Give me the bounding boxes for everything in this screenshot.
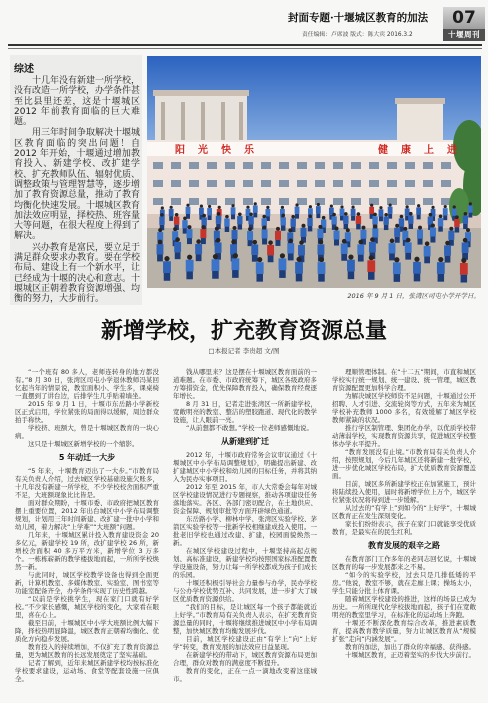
summary-heading: 综述 — [14, 64, 34, 75]
body-paragraph: 与此同时，城区学校教学设备也得到全面更新，计算机教室、多媒体教室、实验室、图书室等功能室配备齐全，办学条件实现了历史性跨越。 — [15, 571, 159, 595]
body-paragraph: 钱从哪里来？这是摆在十堰城区教育面前的一道难题。在市委、市政府统筹下，城区各级政府多方筹措资金，优先保障教育投入，确保教育经费逐年增长。 — [173, 368, 317, 400]
body-paragraph: 2015 年 9 月 1 日，十堰市东岳路小学新校区正式启用，学位紧张的局面得以缓解，周边群众拍手称快。 — [15, 400, 159, 424]
body-paragraph: 十堰还不断深化教育综合改革，推进素质教育，提高教育教学质量，努力让城区教育从“规模扩张”走向“内涵发展”。 — [332, 619, 476, 643]
article-byline: □本报记者 李贵超 文/图 — [208, 347, 280, 355]
banner-left-text: 阳光快乐 — [175, 145, 267, 156]
body-paragraph: 随着城区学校建设的推进，这样的场景已成为历史。一所所现代化学校拔地而起，孩子们在宽敞明亮的教室里学习，在标准化的运动场上奔跑。 — [332, 595, 476, 619]
body-paragraph: 教育投入的持续增加，不仅扩充了教育资源总量，更为城区教育的长远发展奠定了坚实基础。 — [15, 643, 159, 659]
publication-name: 十堰周刊 — [443, 29, 485, 41]
header-rule — [8, 44, 482, 46]
body-paragraph: 家长们纷纷表示，孩子在家门口就能享受优质教育，是最实在的民生红利。 — [332, 520, 476, 536]
article-headline: 新增学校，扩充教育资源总量 — [100, 318, 387, 344]
article-column-1 — [15, 368, 159, 700]
body-paragraph: 从过去的“有学上”到如今的“上好学”，十堰城区教育正在发生深刻变化。 — [332, 504, 476, 520]
body-paragraph: 这只是十堰城区新增学校的一个缩影。 — [28, 440, 139, 448]
page-number-box — [443, 7, 485, 41]
body-paragraph: 为解决城区学校师资不足问题，十堰通过公开招聘、人才引进、交流轮岗等方式，五年来为城区学校补充教师 1000 多名，有效缓解了城区学校教师紧缺的状况。 — [332, 392, 476, 424]
school-photo — [147, 56, 481, 288]
body-paragraph: “我们的目标，是让城区每一个孩子都能就近上好学。”市教育局有关负责人表示，在扩充教育资源总量的同时，十堰将继续推进城区中小学布局调整，加快城区教育均衡发展步伐。 — [173, 603, 317, 635]
body-paragraph: 十堰城区教育，正迈着坚实的步伐大步前行。 — [345, 651, 475, 659]
editor-credits: 责任编辑：卢席波 版式：陈大宾 2016.3.2 — [302, 32, 413, 38]
body-paragraph: 理顺管理体制。在“十二五”期间，市直和城区学校实行统一规划、统一建设、统一管理，城区教育资源配置更加科学合理。 — [332, 368, 476, 392]
body-paragraph: 在城区学校建设过程中，十堰坚持高起点规划、高标准建设，新建学校均按照国家标准配置教学设施设备，努力让每一所学校都成为孩子们成长的乐园。 — [173, 547, 317, 579]
body-paragraph: “如今的实验学校，过去只是几排低矮的平房。”他说，教室不够，就在走廊上课；操场太小，学生只能分批上体育课。 — [332, 571, 476, 595]
body-paragraph: “教育发展没有止境。”市教育局有关负责人介绍，按照规划，今后几年城区还将新建一批学校，进一步优化城区学校布局，扩大优质教育资源覆盖面。 — [332, 448, 476, 480]
body-paragraph: “5 年来，十堰教育迈出了一大步。”市教育局有关负责人介绍，过去城区学校基础设施欠账多，十几年没有新建一所学校，不少学校校舍面积严重不足，大班额现象比比皆是。 — [15, 467, 159, 499]
body-paragraph: 在教育部门工作多年的老同志回忆说，十堰城区教育的每一步发展都来之不易。 — [332, 555, 476, 571]
body-paragraph: 东岳路小学、柳林中学、张湾区实验学校、茅箭区实验学校等一批新学校相继建成投入使用。一批老旧学校也通过改建、扩建，校园面貌焕然一新。 — [173, 515, 317, 547]
summary-paragraph: 兴办教育是富民，要立足于满足群众要求办教育。要在学校布局、建设上有一个新水平，让已经成为十堰的决心和意志。十堰城区正朝着教育资源增强、均衡的努力，大步前行。 — [14, 242, 141, 305]
body-paragraph: “从前想都不敢想。”学校一位老师感慨地说。 — [186, 424, 313, 432]
section-subheading: 教育发展的艰辛之路 — [368, 541, 440, 550]
section-subheading: 5 年动迁一大步 — [58, 453, 116, 462]
body-paragraph: 目前，城区多所新建学校正在加紧施工，预计将陆续投入使用，届时将新增学位上万个，城区学位紧张状况将得到进一步缓解。 — [332, 480, 476, 504]
body-paragraph: 几年来，十堰城区累计投入教育建设资金 20 多亿元，新建学校 19 所，改扩建学校 26 所，新增校舍面积 40 多万平方米，新增学位 3 万多个。一栋栋崭新的教学楼拔地而起，一所所学校焕然一新。 — [15, 531, 159, 571]
body-paragraph: 8 月 31 日，记者走进张湾区一所新建学校，宽敞明亮的教室、整洁的塑胶跑道、现代化的教学设施，让人眼前一亮。 — [173, 400, 317, 424]
article-column-2 — [173, 368, 317, 700]
body-paragraph: 十堰还积极引导社会力量参与办学，民办学校与公办学校优势互补、共同发展，进一步扩大了城区优质教育资源供给。 — [173, 579, 317, 603]
summary-paragraph: 用三年时间争取解决十堰城区教育面临的突出问题！自 2012 年开始，十堰通过增加教育投入、新建学校、改扩建学校、扩充教师队伍、辐射优质、调整政策与管理智慧等，逐步增加了教育资源总量，推动了教育均衡化快速发展。十堰城区教育加法效应明显，择校热、班容量大等问题，在很大程度上得到了解决。 — [14, 128, 141, 242]
body-paragraph: 目前，城区学校建设正由“有学上”向“上好学”转变，教育发展的加法效应日益显现。 — [173, 635, 317, 651]
body-paragraph: “一个班有 80 多人，老师连转身的地方都没有。”8 月 30 日，张湾区司屯小学退休教师冯某回忆起当年的情景说，教室面积小、学生多，课桌椅一直摆到了讲台边，后排学生几乎贴着墙坐。 — [15, 368, 159, 400]
article-column-3 — [332, 368, 476, 700]
body-paragraph: 2012 年至 2015 年，市人大常委会每年对城区学校建设情况进行专题视察，推动各项建设任务落地落实。各区、各部门密切配合，在土地供应、资金保障、规划审批等方面开辟绿色通道。 — [173, 483, 317, 515]
body-paragraph: 截至目前，十堰城区中小学大班额比例大幅下降，择校热明显降温，城区教育正朝着均衡化、优质化方向稳步发展。 — [15, 619, 159, 643]
body-paragraph: 记者了解到，近年来城区新建学校均按标准化学校要求建设，运动场、食堂等配套设施一应俱全。 — [15, 659, 159, 683]
body-paragraph: 面对群众期盼，十堰市委、市政府把城区教育摆上重要位置，2012 年出台城区中小学布局调整规划，计划用三年时间新建、改扩建一批中小学和幼儿园，着力解决“上学难”“大班额”问题。 — [15, 499, 159, 531]
section-title: 封面专题·十堰城区教育的加法 — [288, 12, 429, 24]
body-paragraph: 学校挤、班额大，曾是十堰城区教育的一块心病。 — [15, 424, 159, 440]
header-rule-thin — [8, 48, 482, 49]
summary-paragraph: 十几年没有新建一所学校，没有改造一所学校，办学条件甚至比县里还差，这是十堰城区 2012 年前教育面临的巨大难题。 — [14, 76, 141, 128]
body-paragraph: “以前是学校挑学生，现在家门口就有好学校。”不少家长感慨，城区学校的变化，大家看在眼里，喜在心上。 — [15, 595, 159, 619]
section-subheading: 从新建到扩迁 — [221, 437, 269, 446]
body-paragraph: 教育的加法，加出了群众的幸福感、获得感。 — [345, 643, 475, 651]
banner-right-text: 健康上进 — [378, 145, 470, 156]
photo-caption: 2016 年 9 月 1 日，张湾区司屯小学开学日。 — [347, 292, 480, 300]
body-paragraph: 教育的变化，正在一点一滴地改变着这座城市。 — [173, 667, 317, 683]
summary-text — [14, 76, 140, 306]
body-paragraph: 在新建学校的带动下，城区教育资源布局更加合理，群众对教育的满意度不断提升。 — [173, 651, 317, 667]
school-photo-image — [147, 56, 481, 288]
body-paragraph: 2012 年，十堰市政府常务会议审议通过《十堰城区中小学布局调整规划》，明确提出新建、改扩建城区中小学校和幼儿园的目标任务，并将其纳入为民办实事项目。 — [173, 451, 317, 483]
page-number: 07 — [443, 7, 485, 29]
body-paragraph: 推行学区制管理、集团化办学，以优质学校带动薄弱学校，实现教育资源共享，促进城区学校整体办学水平提升。 — [332, 424, 476, 448]
